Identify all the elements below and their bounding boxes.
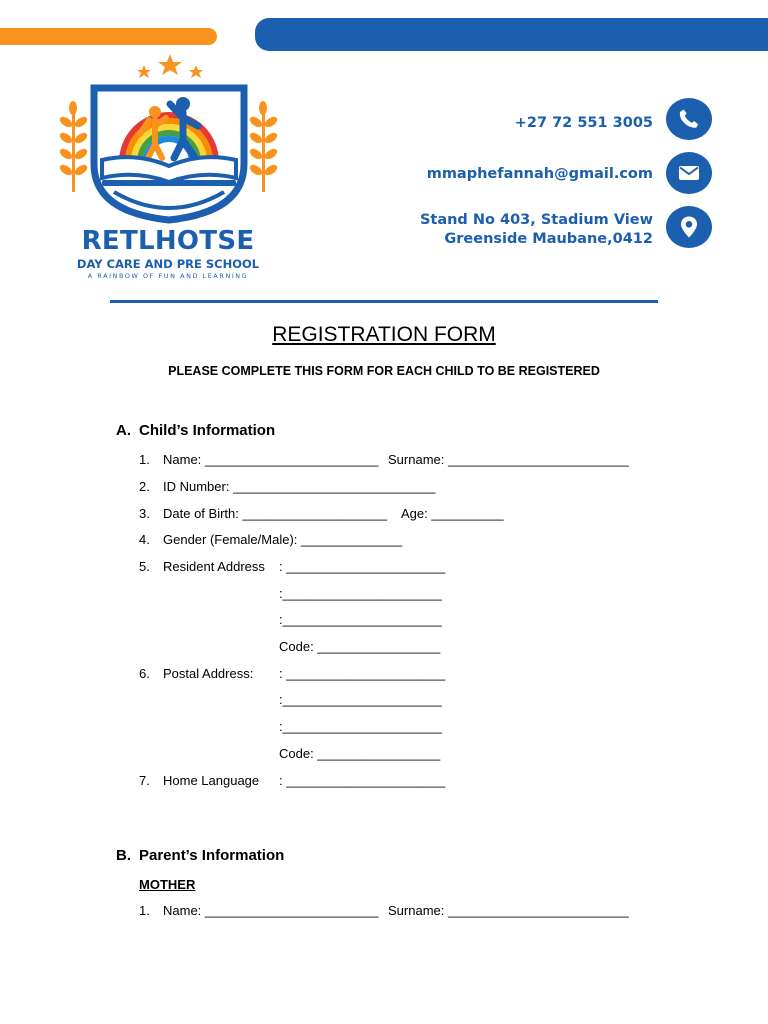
child-dob-field[interactable]: Date of Birth: ____________________ [163, 506, 388, 521]
child-id-number-field[interactable]: ID Number: ____________________________ [163, 479, 436, 494]
item-number: 2. [139, 479, 150, 494]
contact-address-line1: Stand No 403, Stadium View [419, 212, 653, 228]
resident-address-code[interactable]: Code: _________________ [279, 639, 441, 654]
contact-phone[interactable]: +27 72 551 3005 [514, 115, 653, 131]
item-number: 5. [139, 559, 150, 574]
resident-address-line2[interactable]: :______________________ [279, 586, 442, 601]
postal-address-line3[interactable]: :______________________ [279, 719, 442, 734]
postal-address-line2[interactable]: :______________________ [279, 692, 442, 707]
child-age-field[interactable]: Age: __________ [401, 506, 504, 521]
item-number: 1. [139, 452, 150, 467]
mother-subheading: MOTHER [139, 877, 196, 892]
contact-email[interactable]: mmaphefannah@gmail.com [426, 166, 653, 182]
header-blue-bar [255, 18, 768, 51]
location-pin-icon [666, 206, 712, 248]
child-name-field[interactable]: Name: ________________________ [163, 452, 379, 467]
item-number: 6. [139, 666, 150, 681]
resident-address-line1[interactable]: : ______________________ [279, 559, 446, 574]
section-b-letter: B. [116, 847, 131, 864]
item-number: 7. [139, 773, 150, 788]
item-number: 3. [139, 506, 150, 521]
mother-surname-field[interactable]: Surname: _________________________ [388, 903, 629, 918]
postal-address-label: Postal Address: [163, 666, 254, 681]
section-a-title: Child’s Information [139, 422, 276, 439]
email-icon [666, 152, 712, 194]
section-b-title: Parent’s Information [139, 847, 285, 864]
resident-address-label: Resident Address [163, 559, 265, 574]
resident-address-line3[interactable]: :______________________ [279, 612, 442, 627]
phone-icon [666, 98, 712, 140]
section-a-heading [116, 422, 275, 439]
header-orange-bar [0, 28, 217, 45]
item-number: 4. [139, 532, 150, 547]
form-subtitle: PLEASE COMPLETE THIS FORM FOR EACH CHILD TO BE REGISTERED [168, 364, 600, 378]
postal-address-line1[interactable]: : ______________________ [279, 666, 446, 681]
child-surname-field[interactable]: Surname: _________________________ [388, 452, 629, 467]
school-tagline: A RAINBOW OF FUN AND LEARNING [87, 272, 249, 280]
section-a-letter: A. [116, 422, 131, 439]
postal-address-code[interactable]: Code: _________________ [279, 746, 441, 761]
home-language-label: Home Language [163, 773, 260, 788]
header-divider [110, 300, 658, 303]
form-title: REGISTRATION FORM [272, 323, 496, 346]
home-language-field[interactable]: : ______________________ [279, 773, 446, 788]
mother-name-field[interactable]: Name: ________________________ [163, 903, 379, 918]
section-b-heading [116, 847, 284, 864]
school-name: RETLHOTSE [81, 226, 255, 256]
item-number: 1. [139, 903, 150, 918]
school-subtitle: DAY CARE AND PRE SCHOOL [76, 257, 260, 271]
contact-address-line2: Greenside Maubane,0412 [444, 231, 653, 247]
child-gender-field[interactable]: Gender (Female/Male): ______________ [163, 532, 403, 547]
